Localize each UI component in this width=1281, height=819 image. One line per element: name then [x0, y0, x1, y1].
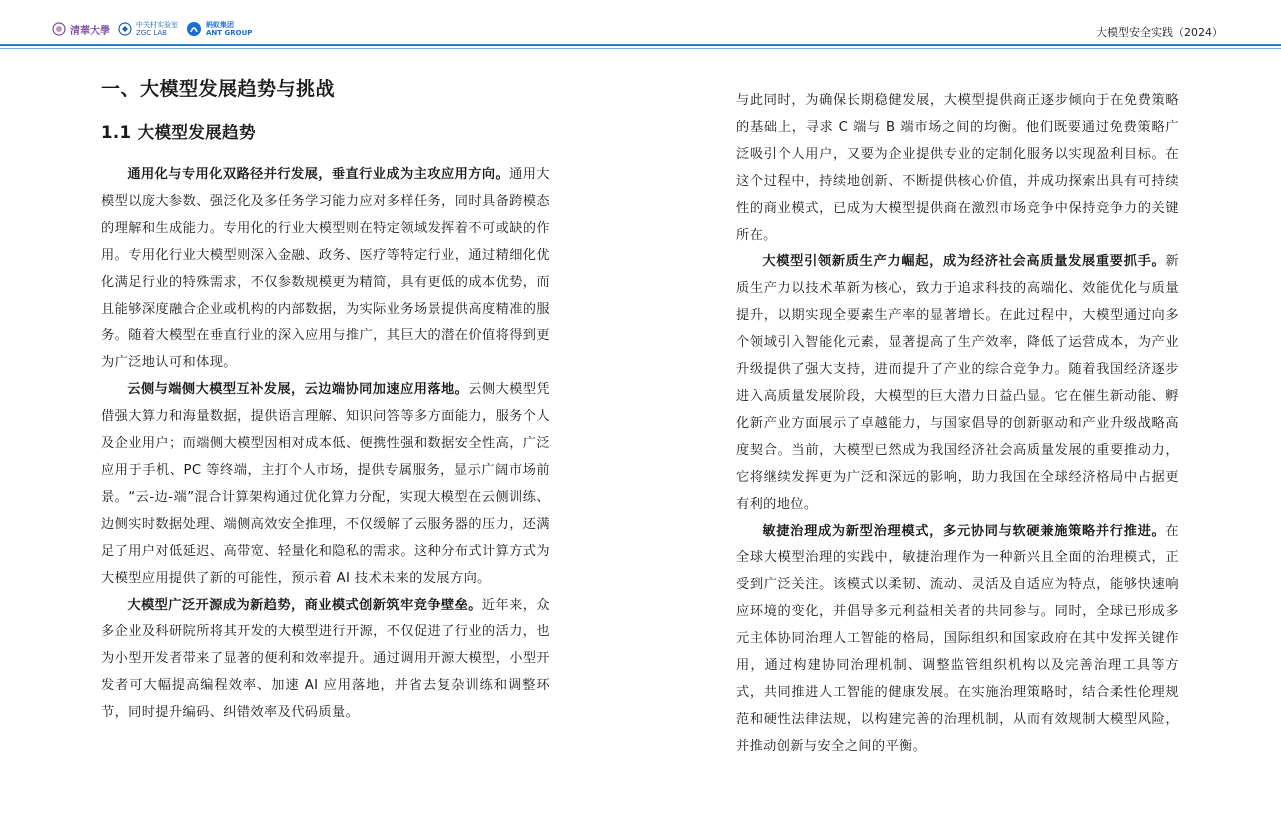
- page-header: [0, 0, 1281, 48]
- header-divider-thin: [0, 48, 1281, 49]
- ant-group-name-en: ANT GROUP: [206, 29, 253, 37]
- chapter-heading: 一、大模型发展趋势与挑战: [101, 78, 336, 100]
- zgc-lab-name-cn: 中关村实验室: [136, 21, 178, 29]
- tsinghua-logo: [52, 22, 110, 37]
- paragraph-lead: 敏捷治理成为新型治理模式，多元协同与软硬兼施策略并行推进。: [762, 523, 1166, 539]
- paragraph-body: 通用大模型以庞大参数、强泛化及多任务学习能力应对多样任务，同时具备跨模态的理解和生成能力。专用化的行业大模型则在特定领域发挥着不可或缺的作用。专用化行业大模型则深入金融、政务、医疗等特定行业，通过精细化优化满足行业的特殊需求，不仅参数规模更为精简，具有更低的成本优势，而且能够深度融合企业或机构的内部数据，为实际业务场景提供高度精准的服务。随着大模型在垂直行业的深入应用与推广，其巨大的潜在价值将得到更为广泛地认可和体现。: [101, 167, 550, 371]
- ant-group-name-cn: 蚂蚁集团: [206, 21, 234, 29]
- paragraph-lead: 通用化与专用化双路径并行发展，垂直行业成为主攻应用方向。: [127, 167, 510, 182]
- section-heading: 1.1 大模型发展趋势: [101, 123, 256, 142]
- paragraph-body: 云侧大模型凭借强大算力和海量数据，提供语言理解、知识问答等多方面能力，服务个人及企业用户；而端侧大模型因相对成本低、便携性强和数据安全性高，广泛应用于手机、PC 等终端，主打个人市场，提供专属服务，显示广阔市场前景。“云-边-端”混合计算架构通过优化算力分配，实现大模型在云侧训练、边侧实时数据处理、端侧高效安全推理，不仅缓解了云服务器的压力，还满足了用户对低延迟、高带宽、轻量化和隐私的需求。这种分布式计算方式为大模型应用提供了新的可能性，预示着 AI 技术未来的发展方向。: [101, 382, 550, 586]
- paragraph-lead: 大模型广泛开源成为新趋势，商业模式创新筑牢竞争壁垒。: [127, 597, 482, 613]
- paragraph-generalization: [101, 162, 550, 377]
- paragraph-body: 在全球大模型治理的实践中，敏捷治理作为一种新兴且全面的治理模式，正受到广泛关注。该模式以柔韧、流动、灵活及自适应为特点，能够快速响应环境的变化，并倡导多元利益相关者的共同参与。同时，全球已形成多元主体协同治理人工智能的格局，国际组织和国家政府在其中发挥关键作用，通过构建协同治理机制、调整监管组织机构以及完善治理工具等方式，共同推进人工智能的健康发展。在实施治理策略时，结合柔性伦理规范和硬性法律法规，以构建完善的治理机制，从而有效规制大模型风险，并推动创新与安全之间的平衡。: [736, 523, 1179, 754]
- logo-group: [52, 16, 252, 42]
- paragraph-cloud-edge: [101, 377, 550, 592]
- paragraph-body: 近年来，众多企业及科研院所将其开发的大模型进行开源，不仅促进了行业的活力，也为小型开发者带来了显著的便利和效率提升。通过调用开源大模型，小型开发者可大幅提高编程效率、加速 AI 应用落地，并省去复杂训练和调整环节，同时提升编码、纠错效率及代码质量。: [101, 597, 550, 721]
- right-column: [736, 88, 1179, 761]
- paragraph-productivity: [736, 249, 1179, 518]
- ant-group-emblem-icon: [186, 21, 202, 37]
- tsinghua-emblem-icon: [52, 22, 66, 36]
- zgc-lab-logo: [118, 21, 178, 37]
- document-title: 大模型安全实践（2024）: [1096, 26, 1223, 39]
- paragraph-agile-governance: [736, 519, 1179, 761]
- zgc-lab-emblem-icon: [118, 22, 132, 36]
- zgc-lab-name-en: ZGC LAB: [136, 29, 167, 37]
- tsinghua-wordmark: 清華大學: [70, 25, 110, 37]
- paragraph-lead: 云侧与端侧大模型互补发展，云边端协同加速应用落地。: [127, 382, 469, 398]
- left-column: [101, 76, 550, 727]
- paragraph-continuation: [736, 88, 1179, 249]
- paragraph-body: 与此同时，为确保长期稳健发展，大模型提供商正逐步倾向于在免费策略的基础上，寻求 C 端与 B 端市场之间的均衡。他们既要通过免费策略广泛吸引个人用户，又要为企业提供专业的定制化服务以实现盈利目标。在这个过程中，持续地创新、不断提供核心价值，并成功探索出具有可持续性的商业模式，已成为大模型提供商在激烈市场竞争中保持竞争力的关键所在。: [736, 93, 1179, 243]
- paragraph-open-source: [101, 593, 550, 728]
- ant-group-logo: [186, 21, 252, 37]
- paragraph-body: 新质生产力以技术革新为核心，致力于追求科技的高端化、效能优化与质量提升，以期实现全要素生产率的显著增长。在此过程中，大模型通过向多个领域引入智能化元素，显著提高了生产效率，降低了运营成本，为产业升级提供了强大支持，进而提升了产业的综合竞争力。随着我国经济逐步进入高质量发展阶段，大模型的巨大潜力日益凸显。它在催生新动能、孵化新产业方面展示了卓越能力，与国家倡导的创新驱动和产业升级战略高度契合。当前，大模型已然成为我国经济社会高质量发展的重要推动力，它将继续发挥更为广泛和深远的影响，助力我国在全球经济格局中占据更有利的地位。: [736, 254, 1179, 512]
- paragraph-lead: 大模型引领新质生产力崛起，成为经济社会高质量发展重要抓手。: [762, 254, 1166, 270]
- header-divider-thick: [0, 44, 1281, 46]
